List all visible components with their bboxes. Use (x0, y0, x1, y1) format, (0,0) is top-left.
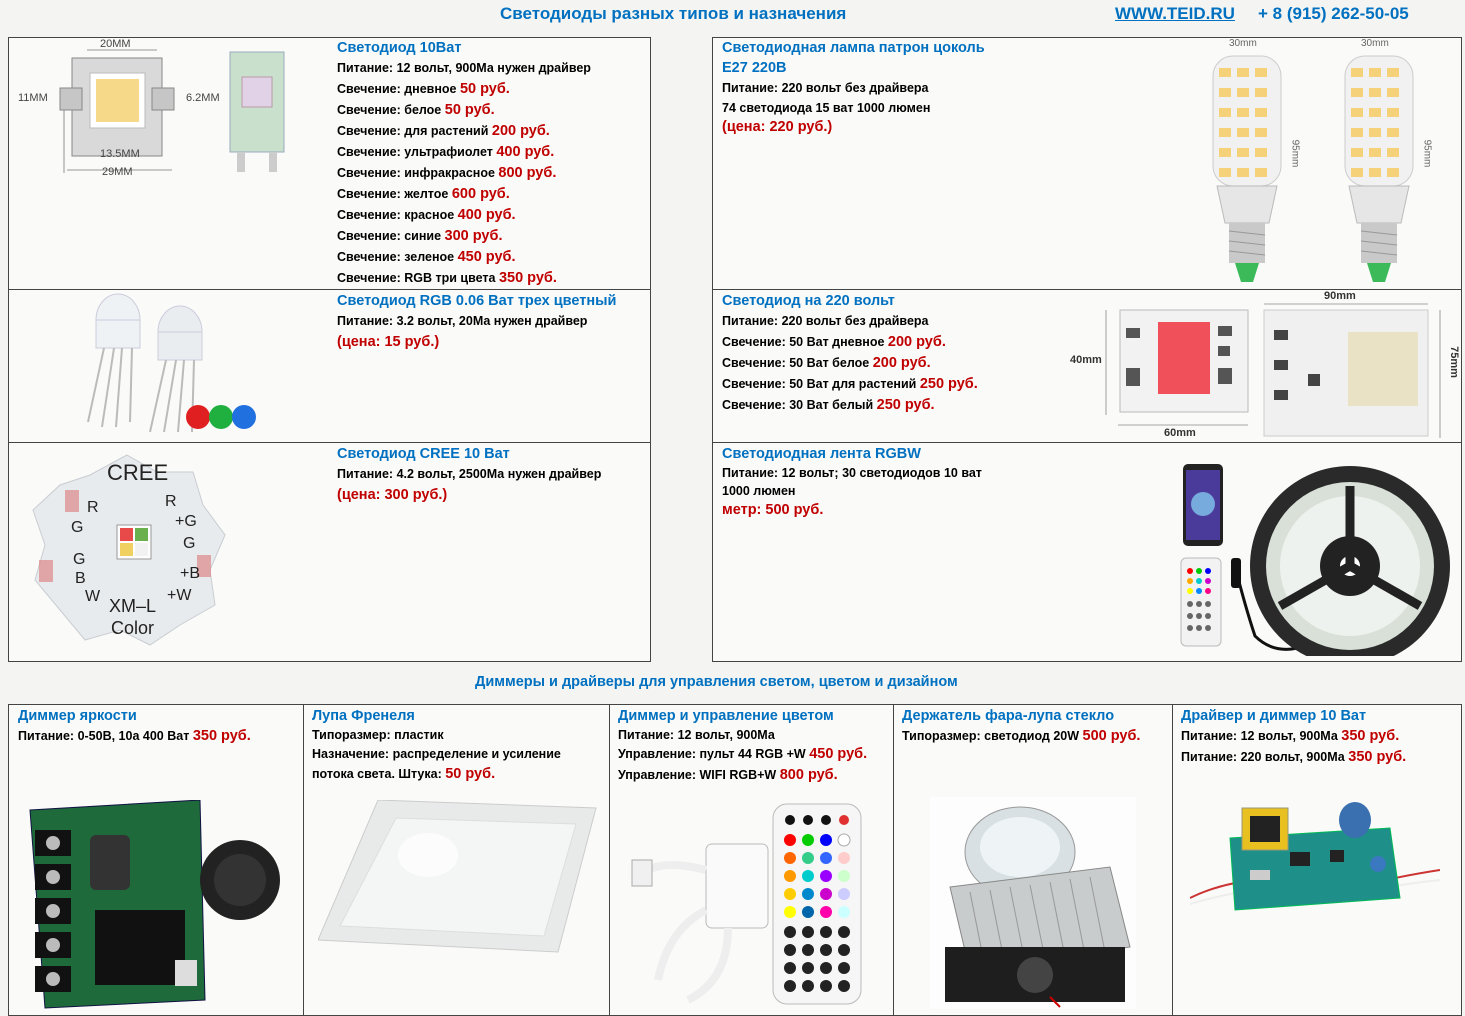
fresnel-info (312, 706, 561, 785)
rgb-price: (цена: 15 руб.) (337, 334, 440, 350)
price: 400 руб. (457, 207, 516, 223)
fresnel-price: 50 руб. (445, 766, 496, 782)
dim-right-label: 6.2MM (186, 92, 220, 104)
cree-model-label: XM–L (109, 596, 157, 616)
lamp-dim-height-1: 95mm (1289, 139, 1301, 168)
strip-price: метр: 500 руб. (722, 502, 824, 518)
price: 350 руб. (1341, 728, 1400, 744)
row-label: Свечение: инфракрасное (337, 166, 495, 180)
price: 350 руб. (1348, 749, 1407, 765)
rgb-led-photo (80, 292, 270, 437)
svg-text:B: B (75, 570, 86, 587)
row-label: Свечение: 30 Ват белый (722, 398, 874, 412)
dim-top-label: 20MM (100, 38, 131, 50)
strip-power: Питание: 12 вольт; 30 светодиодов 10 ват (722, 466, 982, 480)
color-info (618, 706, 867, 786)
row-label: Питание: 220 вольт, 900Ма (1181, 750, 1345, 764)
price: 400 руб. (496, 144, 555, 160)
led220-dim-75: 75mm (1447, 346, 1460, 378)
price: 800 руб. (498, 165, 557, 181)
price: 450 руб. (457, 249, 516, 265)
fresnel-purpose: Назначение: распределение и усиление (312, 747, 561, 761)
svg-text:G: G (73, 551, 86, 568)
svg-text:G: G (183, 535, 196, 552)
cree-color-label: Color (111, 618, 155, 638)
led10w-photo (222, 47, 292, 177)
rgb-info (337, 291, 616, 353)
price: 200 руб. (887, 334, 946, 350)
row-label: Управление: пульт 44 RGB +W (618, 747, 806, 761)
strip-title: Светодиодная лента RGBW (722, 446, 921, 462)
color-title: Диммер и управление цветом (618, 708, 834, 724)
led220-dim-60: 60mm (1164, 427, 1196, 439)
strip-lumen: 1000 люмен (722, 484, 796, 498)
row-label: Свечение: для растений (337, 124, 489, 138)
led220-info (722, 291, 978, 416)
lamp-title-2: Е27 220В (722, 60, 787, 76)
cree-price: (цена: 300 руб.) (337, 487, 448, 503)
led10w-dimension-diagram (12, 38, 220, 183)
row-label: Свечение: зеленое (337, 250, 455, 264)
dim-inner-label: 13.5MM (100, 148, 140, 160)
driver-title: Драйвер и диммер 10 Ват (1181, 708, 1367, 724)
svg-text:R: R (165, 493, 177, 510)
led10w-title: Светодиод 10Ват (337, 40, 462, 56)
row-label: Свечение: белое (337, 103, 442, 117)
dimmer-info (18, 706, 251, 747)
price: 200 руб. (491, 123, 550, 139)
lamp-dim-width-1: 30mm (1229, 38, 1257, 49)
fresnel-type: Типоразмер: пластик (312, 728, 444, 742)
row-label: Свечение: RGB три цвета (337, 271, 496, 285)
rgb-title: Светодиод RGB 0.06 Ват трех цветный (337, 293, 617, 309)
cree-brand-label: CREE (107, 460, 169, 485)
svg-text:G: G (71, 519, 84, 536)
price: 300 руб. (444, 228, 503, 244)
strip-info (722, 444, 982, 521)
led10w-info (337, 38, 591, 289)
dimmer-price: 350 руб. (192, 728, 251, 744)
led10w-power: Питание: 12 вольт, 900Ма нужен драйвер (337, 61, 591, 75)
lamp-power: Питание: 220 вольт без драйвера (722, 81, 929, 95)
row-label: Свечение: 50 Ват белое (722, 356, 870, 370)
holder-info (902, 706, 1140, 747)
dim-bottom-label: 29MM (102, 166, 133, 178)
cree-info (337, 444, 601, 506)
lamp-title-1: Светодиодная лампа патрон цоколь (722, 40, 985, 56)
holder-label: Типоразмер: светодиод 20W (902, 729, 1080, 743)
color-remote-photo (628, 800, 868, 1010)
driver-info (1181, 706, 1406, 768)
price: 50 руб. (459, 81, 510, 97)
row-label: Управление: WIFI RGB+W (618, 768, 777, 782)
dimmer-photo (25, 800, 295, 1010)
section-title: Диммеры и драйверы для управления светом, цветом и дизайном (475, 674, 958, 690)
row-label: Свечение: синие (337, 229, 442, 243)
price: 450 руб. (809, 746, 868, 762)
price: 350 руб. (498, 270, 557, 286)
row-label: Питание: 12 вольт, 900Ма (1181, 729, 1338, 743)
svg-text:+G: +G (175, 513, 197, 530)
page-title: Светодиоды разных типов и назначения (500, 4, 847, 23)
price: 200 руб. (872, 355, 931, 371)
row-label: Свечение: ультрафиолет (337, 145, 493, 159)
fresnel-label: потока света. Штука: (312, 767, 442, 781)
row-label: Свечение: 50 Ват для растений (722, 377, 917, 391)
svg-text:W: W (85, 588, 101, 605)
price: 600 руб. (451, 186, 510, 202)
row-label: Свечение: красное (337, 208, 455, 222)
site-link[interactable]: WWW.TEID.RU (1115, 4, 1235, 23)
svg-text:R: R (87, 499, 99, 516)
strip-photo (1175, 446, 1460, 656)
lamp-dim-width-2: 30mm (1361, 38, 1389, 49)
rgb-power: Питание: 3.2 вольт, 20Ма нужен драйвер (337, 314, 588, 328)
cree-power: Питание: 4.2 вольт, 2500Ма нужен драйвер (337, 467, 602, 481)
led220-power: Питание: 220 вольт без драйвера (722, 314, 929, 328)
lamp-info (722, 38, 985, 138)
svg-text:+B: +B (180, 565, 201, 582)
svg-text:+W: +W (167, 587, 192, 604)
lamp-dim-height-2: 95mm (1421, 139, 1433, 168)
fresnel-photo (318, 800, 598, 955)
holder-photo (930, 797, 1136, 1009)
dimmer-label: Питание: 0-50В, 10а 400 Ват (18, 729, 190, 743)
price: 250 руб. (919, 376, 978, 392)
row-label: Свечение: 50 Ват дневное (722, 335, 885, 349)
color-power: Питание: 12 вольт, 900Ма (618, 728, 775, 742)
lamp-photo (1195, 38, 1455, 288)
cree-title: Светодиод CREE 10 Ват (337, 446, 510, 462)
led220-dim-90: 90mm (1324, 290, 1356, 302)
lamp-specs: 74 светодиода 15 ват 1000 люмен (722, 101, 931, 115)
fresnel-title: Лупа Френеля (312, 708, 415, 724)
driver-photo (1190, 798, 1440, 918)
led220-title: Светодиод на 220 вольт (722, 293, 895, 309)
cree-board-photo (25, 450, 230, 650)
price: 250 руб. (876, 397, 935, 413)
holder-price: 500 руб. (1082, 728, 1141, 744)
row-label: Свечение: желтое (337, 187, 449, 201)
dimmer-title: Диммер яркости (18, 708, 137, 724)
led220-photo (1068, 290, 1458, 440)
price: 800 руб. (779, 767, 838, 783)
lamp-price: (цена: 220 руб.) (722, 119, 833, 135)
led220-dim-40: 40mm (1070, 354, 1102, 366)
dim-left-label: 11MM (18, 92, 48, 104)
row-label: Свечение: дневное (337, 82, 457, 96)
phone-number: + 8 (915) 262-50-05 (1258, 4, 1409, 23)
holder-title: Держатель фара-лупа стекло (902, 708, 1115, 724)
price: 50 руб. (444, 102, 495, 118)
